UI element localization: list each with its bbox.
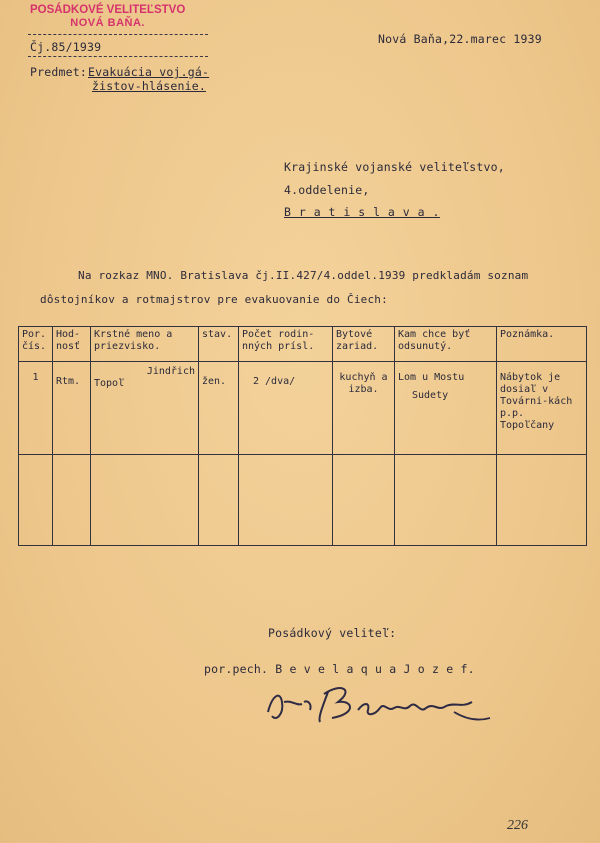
place-and-date: Nová Baňa,22.marec 1939 <box>378 32 542 46</box>
closing-title: Posádkový veliteľ: <box>268 626 397 640</box>
officers-table <box>18 326 587 546</box>
address-line-3: B r a t i s l a v a . <box>284 205 440 219</box>
cell-surname: Topoľ <box>94 378 125 389</box>
col-header-housing: Bytové zariad. <box>333 327 395 362</box>
office-stamp <box>30 4 185 30</box>
cell-family: 2 /dva/ <box>239 362 333 455</box>
col-header-destination: Kam chce byť odsunutý. <box>395 327 497 362</box>
empty-cell <box>333 455 395 546</box>
cell-name <box>91 362 199 455</box>
empty-cell <box>19 455 53 546</box>
cell-number: 1 <box>19 362 53 455</box>
col-header-name: Krstné meno a priezvisko. <box>91 327 199 362</box>
subject-line-1: Evakuácia voj.gá- <box>88 65 210 79</box>
cell-destination-line-1: Lom u Mostu <box>398 372 465 383</box>
table-header-row <box>19 327 587 362</box>
col-header-number: Por. čís. <box>19 327 53 362</box>
empty-cell <box>497 455 587 546</box>
col-header-family: Počet rodin-nných prísl. <box>239 327 333 362</box>
col-header-status: stav. <box>199 327 239 362</box>
empty-cell <box>199 455 239 546</box>
subject-label: Predmet: <box>30 65 87 79</box>
stamp-line-2: NOVÁ BAŇA. <box>70 17 145 29</box>
body-line-2: dôstojníkov a rotmajstrov pre evakuovanie do Čiech: <box>40 293 388 306</box>
header-rule-bottom <box>28 56 208 57</box>
closing-name: por.pech. B e v e l a q u a J o z e f. <box>204 662 475 676</box>
stamp-line-1: POSÁDKOVÉ VELITEĽSTVO <box>30 4 186 16</box>
empty-cell <box>91 455 199 546</box>
page-number: 226 <box>507 818 528 833</box>
table-row <box>19 362 587 455</box>
cell-rank: Rtm. <box>53 362 91 455</box>
reference-number: Čj.85/1939 <box>30 40 102 54</box>
cell-destination-line-2: Sudety <box>412 390 449 401</box>
cell-status: žen. <box>199 362 239 455</box>
empty-cell <box>239 455 333 546</box>
col-header-note: Poznámka. <box>497 327 587 362</box>
empty-cell <box>395 455 497 546</box>
subject-line-2: žistov-hlásenie. <box>92 79 206 93</box>
header-rule-top <box>28 34 208 35</box>
cell-housing: kuchyň a izba. <box>333 362 395 455</box>
empty-cell <box>53 455 91 546</box>
cell-firstname: Jindřich <box>146 366 195 377</box>
cell-destination <box>395 362 497 455</box>
col-header-rank: Hod-nosť <box>53 327 91 362</box>
address-line-1: Krajinské vojanské veliteľstvo, <box>284 160 505 174</box>
cell-note: Nábytok je dosiaľ v Továrni-kách p.p. Topoľčany <box>497 362 587 455</box>
address-line-2: 4.oddelenie, <box>284 183 370 197</box>
body-line-1: Na rozkaz MNO. Bratislava čj.II.427/4.oddel.1939 predkladám soznam <box>78 269 529 282</box>
table-row-empty <box>19 455 587 546</box>
handwritten-signature <box>258 672 498 730</box>
